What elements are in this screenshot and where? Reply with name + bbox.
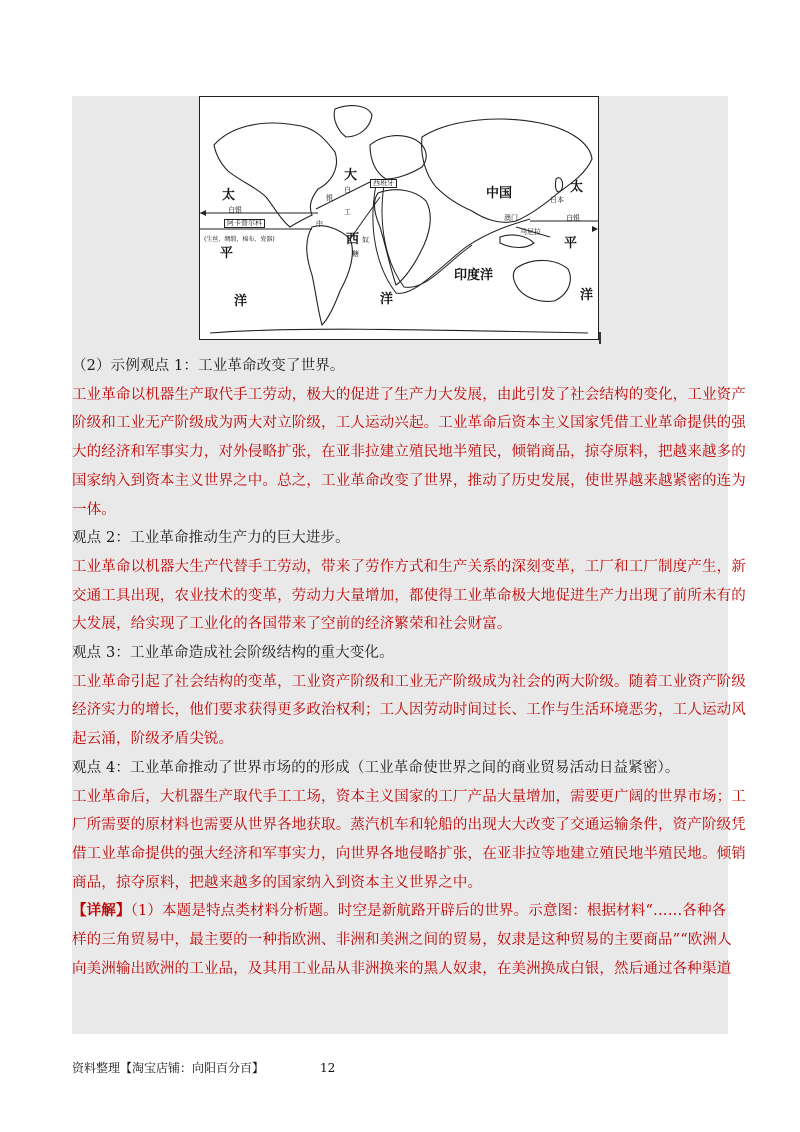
map-label-baiyin-e: 白银 (566, 214, 580, 222)
viewpoint-heading: 观点 2：工业革命推动生产力的巨大进步。 (72, 530, 350, 547)
page-number: 12 (320, 1061, 336, 1075)
body-line: 商品，掠夺原料，把越来越多的国家纳入到资本主义世界之中。 (72, 874, 483, 891)
body-line: 大发展，给实现了工业化的各国带来了空前的经济繁荣和社会财富。 (72, 616, 512, 633)
map-label-pacific-e-bottom: 洋 (580, 288, 594, 303)
answer-lines (72, 352, 746, 897)
map-label-gong: 工 (344, 208, 351, 216)
arrow-head-east (592, 226, 598, 232)
body-line: 国家纳入到资本主义世界之中。总之，工业革命改变了世界，推动了历史发展，使世界越来越紧密的连为 (72, 472, 746, 489)
map-label-small-a: 白 (344, 186, 351, 194)
map-label-yin: 银 (326, 194, 333, 202)
map-label-indian-ocean: 印度洋 (454, 268, 494, 283)
body-line: 阶级和工业无产阶级成为两大对立阶级，工人运动兴起。工业革命后资本主义国家凭借工业革命提供的强 (72, 415, 746, 432)
map-label-zhong: 中 (316, 220, 323, 228)
detail-first-text: （1）本题是特点类材料分析题。时空是新航路开辟后的世界。示意图：根据材料“……各种各 (130, 903, 727, 920)
asia-outline (422, 119, 592, 222)
answer-text (72, 352, 746, 983)
page-footer (72, 1059, 335, 1076)
body-line: 工业革命后，大机器生产取代手工工场，资本主义国家的工厂产品大量增加，需要更广阔的世界市场；工 (72, 788, 746, 805)
map-label-pacific-w-mid: 平 (220, 246, 234, 261)
arrow-head-west (200, 210, 206, 216)
viewpoint-heading: （2）示例观点 1：工业革命改变了世界。 (72, 358, 345, 374)
footer-source: 资料整理【淘宝店铺：向阳百分百】 (72, 1061, 265, 1075)
detail-line: 向美洲输出欧洲的工业品，及其用工业品从非洲换来的黑人奴隶，在美洲换成白银，然后通过各种渠道 (72, 960, 732, 977)
map-label-pacific-e-top: 太 (570, 180, 584, 195)
map-label-atlantic-bottom: 洋 (380, 292, 394, 307)
map-label-europe: 西班牙 (370, 179, 397, 188)
body-line: 大的经济和军事实力，对外侵略扩张，在亚非拉建立殖民地半殖民，倾销商品，掠夺原料，把越来越多的 (72, 444, 746, 461)
map-label-china: 中国 (486, 186, 513, 201)
map-label-atlantic-mid: 西 (346, 232, 360, 247)
body-line: 经济实力的增长，他们要求获得更多政治权利；工人因劳动时间过长、工作与生活环境恶劣，工人运动风 (72, 702, 746, 719)
viewpoint-heading: 观点 4：工业革命推动了世界市场的的形成（工业革命使世界之间的商业贸易活动日益紧密）。 (72, 759, 680, 776)
map-label-pacific-w-bottom: 洋 (234, 294, 248, 309)
map-label-manila: 马尼拉 (520, 228, 541, 236)
viewpoint-heading: 观点 3：工业革命造成社会阶级结构的重大变化。 (72, 645, 394, 662)
body-line: 工业革命以机器生产取代手工劳动，极大的促进了生产力大发展，由此引发了社会结构的变化，工业资产 (72, 386, 746, 403)
detail-first-line (72, 897, 728, 926)
map-label-baiyin-w: 白银 (228, 206, 242, 214)
islands-outline (500, 235, 534, 248)
map-label-goods: (生丝、绸缎、棉布、瓷器) (204, 236, 275, 243)
body-line: 一体。 (72, 501, 116, 518)
map-label-pacific-e-mid: 平 (564, 236, 578, 251)
map-label-atlantic-top: 大 (344, 168, 358, 183)
body-line: 起云涌，阶级矛盾尖锐。 (72, 731, 234, 748)
greenland-outline (334, 106, 372, 137)
world-map-figure (199, 96, 599, 340)
map-label-pacific-w-top: 太 (222, 188, 236, 203)
map-label-slaves-1: 奴 (362, 236, 369, 244)
body-line: 借工业革命提供的强大经济和军事实力，向世界各地侵略扩张，在亚非拉等地建立殖民地半殖民地。倾销 (72, 845, 746, 862)
body-line: 工业革命引起了社会结构的变革，工业资产阶级和工业无产阶级成为社会的两大阶级。随着工业资产阶级 (72, 673, 746, 690)
map-label-aomen: 澳门 (504, 214, 518, 222)
europe-outline (370, 136, 426, 179)
route-atlantic (316, 179, 376, 209)
detail-bracket: 【详解】 (72, 902, 131, 920)
body-line: 工业革命以机器大生产代替手工劳动，带来了劳作方式和生产关系的深刻变革，工厂和工厂制度产生，新 (72, 558, 746, 575)
corner-mark (599, 332, 601, 344)
route-cape (373, 185, 530, 293)
australia-outline (513, 260, 570, 301)
body-line: 交通工具出现，农业技术的变革，劳动力大量增加，都使得工业革命极大地促进生产力出现了前所未有的 (72, 587, 746, 604)
antarctica-outline (210, 329, 588, 333)
map-label-acapulco: 阿卡普尔科 (224, 219, 265, 228)
body-line: 厂所需要的原材料也需要从世界各地获取。蒸汽机车和轮船的出现大大改变了交通运输条件，资产阶级凭 (72, 817, 746, 834)
world-map-drawing (200, 97, 598, 339)
japan-outline (555, 178, 562, 192)
map-label-japan: 日本 (550, 196, 564, 204)
map-label-small-b: 糖 (352, 250, 359, 258)
detail-line: 样的三角贸易中，最主要的一种指欧洲、非洲和美洲之间的贸易，奴隶是这种贸易的主要商品”“欧洲人 (72, 932, 732, 949)
